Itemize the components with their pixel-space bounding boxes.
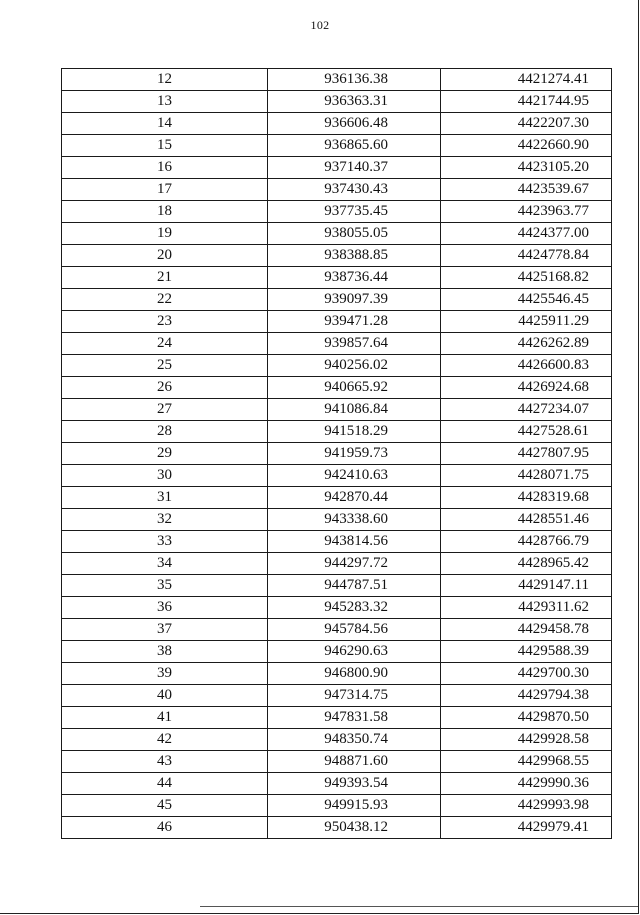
point-number-cell: 14 [62,113,268,135]
point-number-cell: 26 [62,377,268,399]
point-number-cell: 30 [62,465,268,487]
point-number-cell: 18 [62,201,268,223]
x-coordinate-cell: 948871.60 [268,751,441,773]
table-row [62,69,612,91]
point-number-cell: 36 [62,597,268,619]
point-number-cell: 32 [62,509,268,531]
y-coordinate-cell: 4424778.84 [441,245,612,267]
y-coordinate-cell: 4421274.41 [441,69,612,91]
point-number-cell: 22 [62,289,268,311]
table-row [62,509,612,531]
table-row [62,135,612,157]
x-coordinate-cell: 950438.12 [268,817,441,839]
y-coordinate-cell: 4427807.95 [441,443,612,465]
table-row [62,663,612,685]
y-coordinate-cell: 4421744.95 [441,91,612,113]
x-coordinate-cell: 937140.37 [268,157,441,179]
table-row [62,223,612,245]
point-number-cell: 37 [62,619,268,641]
coordinates-table-body [62,69,612,839]
y-coordinate-cell: 4428319.68 [441,487,612,509]
table-row [62,91,612,113]
table-row [62,289,612,311]
y-coordinate-cell: 4425911.29 [441,311,612,333]
point-number-cell: 38 [62,641,268,663]
x-coordinate-cell: 949393.54 [268,773,441,795]
x-coordinate-cell: 936606.48 [268,113,441,135]
x-coordinate-cell: 942870.44 [268,487,441,509]
x-coordinate-cell: 936363.31 [268,91,441,113]
x-coordinate-cell: 936136.38 [268,69,441,91]
x-coordinate-cell: 941518.29 [268,421,441,443]
point-number-cell: 21 [62,267,268,289]
y-coordinate-cell: 4429311.62 [441,597,612,619]
table-row [62,487,612,509]
y-coordinate-cell: 4429588.39 [441,641,612,663]
y-coordinate-cell: 4428071.75 [441,465,612,487]
point-number-cell: 46 [62,817,268,839]
point-number-cell: 23 [62,311,268,333]
x-coordinate-cell: 940665.92 [268,377,441,399]
x-coordinate-cell: 946290.63 [268,641,441,663]
table-row [62,751,612,773]
y-coordinate-cell: 4428551.46 [441,509,612,531]
point-number-cell: 45 [62,795,268,817]
point-number-cell: 15 [62,135,268,157]
point-number-cell: 19 [62,223,268,245]
y-coordinate-cell: 4425546.45 [441,289,612,311]
table-row [62,707,612,729]
table-row [62,575,612,597]
x-coordinate-cell: 944297.72 [268,553,441,575]
x-coordinate-cell: 948350.74 [268,729,441,751]
table-row [62,685,612,707]
y-coordinate-cell: 4423105.20 [441,157,612,179]
coordinates-table [61,68,612,839]
point-number-cell: 31 [62,487,268,509]
x-coordinate-cell: 943814.56 [268,531,441,553]
x-coordinate-cell: 939857.64 [268,333,441,355]
point-number-cell: 29 [62,443,268,465]
point-number-cell: 17 [62,179,268,201]
y-coordinate-cell: 4429870.50 [441,707,612,729]
point-number-cell: 24 [62,333,268,355]
y-coordinate-cell: 4426924.68 [441,377,612,399]
table-row [62,333,612,355]
x-coordinate-cell: 939471.28 [268,311,441,333]
x-coordinate-cell: 942410.63 [268,465,441,487]
table-row [62,179,612,201]
table-row [62,267,612,289]
x-coordinate-cell: 945784.56 [268,619,441,641]
point-number-cell: 13 [62,91,268,113]
x-coordinate-cell: 938388.85 [268,245,441,267]
y-coordinate-cell: 4429794.38 [441,685,612,707]
y-coordinate-cell: 4425168.82 [441,267,612,289]
y-coordinate-cell: 4429990.36 [441,773,612,795]
x-coordinate-cell: 937430.43 [268,179,441,201]
x-coordinate-cell: 938055.05 [268,223,441,245]
y-coordinate-cell: 4429458.78 [441,619,612,641]
point-number-cell: 35 [62,575,268,597]
table-row [62,619,612,641]
x-coordinate-cell: 939097.39 [268,289,441,311]
x-coordinate-cell: 946800.90 [268,663,441,685]
point-number-cell: 16 [62,157,268,179]
table-row [62,113,612,135]
point-number-cell: 33 [62,531,268,553]
x-coordinate-cell: 938736.44 [268,267,441,289]
table-row [62,157,612,179]
y-coordinate-cell: 4426600.83 [441,355,612,377]
x-coordinate-cell: 937735.45 [268,201,441,223]
y-coordinate-cell: 4427528.61 [441,421,612,443]
x-coordinate-cell: 943338.60 [268,509,441,531]
point-number-cell: 34 [62,553,268,575]
point-number-cell: 40 [62,685,268,707]
table-row [62,531,612,553]
table-row [62,553,612,575]
table-row [62,729,612,751]
point-number-cell: 42 [62,729,268,751]
page-number: 102 [310,18,330,32]
table-row [62,597,612,619]
y-coordinate-cell: 4423963.77 [441,201,612,223]
y-coordinate-cell: 4427234.07 [441,399,612,421]
table-row [62,399,612,421]
point-number-cell: 44 [62,773,268,795]
point-number-cell: 25 [62,355,268,377]
x-coordinate-cell: 945283.32 [268,597,441,619]
y-coordinate-cell: 4429700.30 [441,663,612,685]
table-row [62,773,612,795]
table-row [62,245,612,267]
y-coordinate-cell: 4428766.79 [441,531,612,553]
table-row [62,201,612,223]
y-coordinate-cell: 4423539.67 [441,179,612,201]
table-row [62,355,612,377]
x-coordinate-cell: 947314.75 [268,685,441,707]
x-coordinate-cell: 947831.58 [268,707,441,729]
point-number-cell: 39 [62,663,268,685]
y-coordinate-cell: 4422660.90 [441,135,612,157]
table-row [62,641,612,663]
table-row [62,311,612,333]
y-coordinate-cell: 4429928.58 [441,729,612,751]
x-coordinate-cell: 940256.02 [268,355,441,377]
table-row [62,817,612,839]
point-number-cell: 43 [62,751,268,773]
x-coordinate-cell: 949915.93 [268,795,441,817]
point-number-cell: 41 [62,707,268,729]
y-coordinate-cell: 4429979.41 [441,817,612,839]
table-row [62,443,612,465]
y-coordinate-cell: 4426262.89 [441,333,612,355]
y-coordinate-cell: 4429968.55 [441,751,612,773]
y-coordinate-cell: 4429993.98 [441,795,612,817]
y-coordinate-cell: 4424377.00 [441,223,612,245]
y-coordinate-cell: 4422207.30 [441,113,612,135]
footer-rule [200,906,638,907]
point-number-cell: 20 [62,245,268,267]
point-number-cell: 27 [62,399,268,421]
point-number-cell: 28 [62,421,268,443]
y-coordinate-cell: 4428965.42 [441,553,612,575]
y-coordinate-cell: 4429147.11 [441,575,612,597]
x-coordinate-cell: 936865.60 [268,135,441,157]
table-row [62,795,612,817]
point-number-cell: 12 [62,69,268,91]
table-row [62,421,612,443]
x-coordinate-cell: 941086.84 [268,399,441,421]
x-coordinate-cell: 941959.73 [268,443,441,465]
table-row [62,377,612,399]
table-row [62,465,612,487]
x-coordinate-cell: 944787.51 [268,575,441,597]
